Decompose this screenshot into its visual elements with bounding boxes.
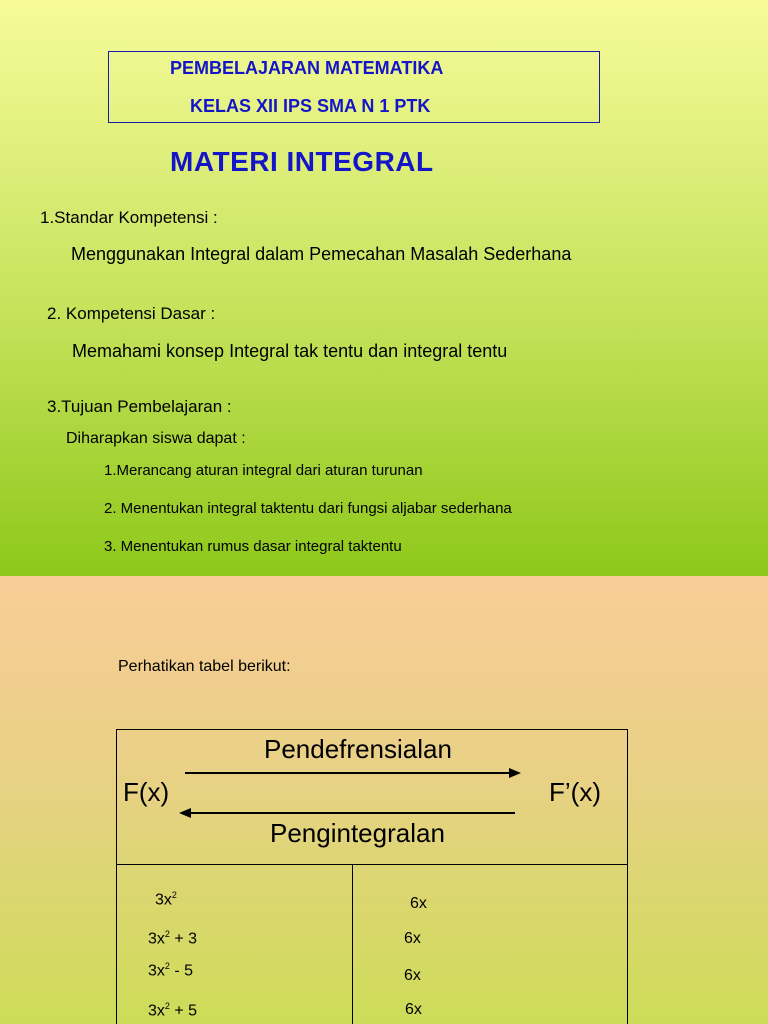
goal-item: 3. Menentukan rumus dasar integral taktentu — [104, 538, 402, 555]
table-cell-derivative: 6x — [404, 930, 421, 947]
right-arrow-icon — [183, 767, 523, 779]
function-label: F(x) — [123, 777, 170, 807]
section-2-heading: 2. Kompetensi Dasar : — [47, 304, 216, 323]
table-cell-function: $3x^2 - 5$ — [148, 961, 194, 980]
section-3-body: Diharapkan siswa dapat : — [66, 430, 246, 447]
derivative-table — [116, 729, 628, 1024]
table-cell-derivative: 6x — [404, 967, 421, 984]
derivative-label: F’(x) — [549, 777, 601, 807]
differentiation-label: Pendefrensialan — [264, 734, 452, 764]
table-cell-function: $3x^2$ — [155, 890, 177, 909]
table-cell-derivative: 6x — [405, 1001, 422, 1018]
section-3-heading: 3.Tujuan Pembelajaran : — [47, 397, 232, 416]
header-line-2: KELAS XII IPS SMA N 1 PTK — [190, 96, 431, 116]
section-1-heading: 1.Standar Kompetensi : — [40, 208, 218, 227]
table-cell-function: $3x^2 + 5$ — [148, 1001, 198, 1020]
goal-item: 2. Menentukan integral taktentu dari fungsi aljabar sederhana — [104, 500, 512, 517]
section-1-body: Menggunakan Integral dalam Pemecahan Masalah Sederhana — [71, 244, 572, 264]
intro-text: Perhatikan tabel berikut: — [118, 658, 291, 675]
section-2-body: Memahami konsep Integral tak tentu dan integral tentu — [72, 341, 508, 361]
table-divider-vertical — [352, 864, 353, 1024]
integration-label: Pengintegralan — [270, 818, 445, 848]
left-arrow-icon — [177, 807, 517, 819]
slide-tabel — [0, 576, 768, 1024]
slide-title: MATERI INTEGRAL — [170, 146, 434, 177]
goal-item: 1.Merancang aturan integral dari aturan turunan — [104, 462, 423, 479]
table-divider-horizontal — [117, 864, 627, 865]
table-cell-function: $3x^2 + 3$ — [148, 929, 198, 948]
header-line-1: PEMBELAJARAN MATEMATIKA — [170, 58, 444, 78]
table-cell-derivative: 6x — [410, 895, 427, 912]
